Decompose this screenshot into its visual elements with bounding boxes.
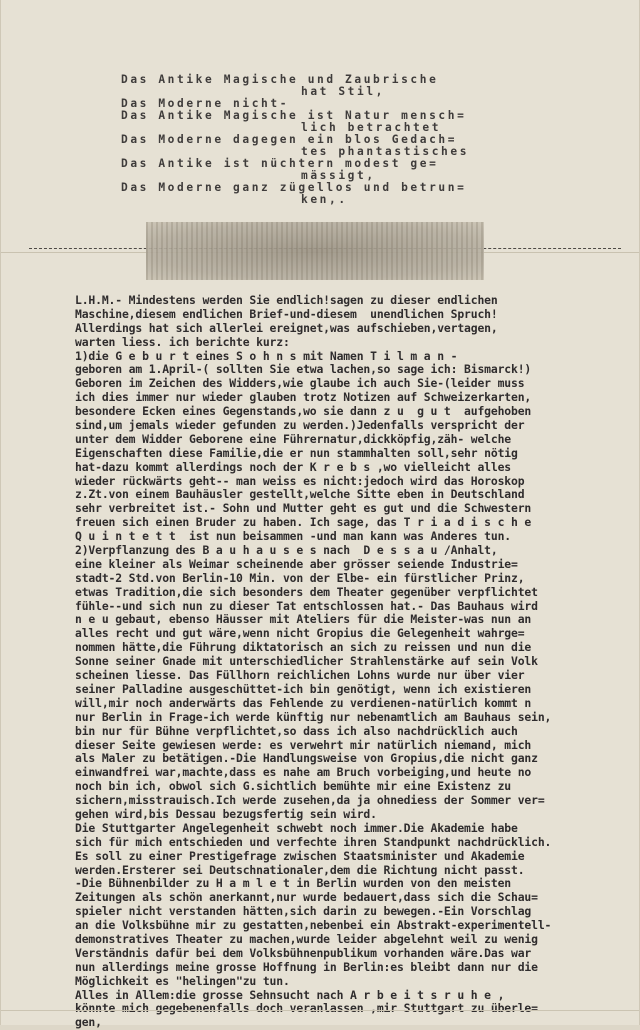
letter-line: sichern,misstrauisch.Ich werde zusehen,da ja ohnediess der Sommer ver= <box>75 793 545 808</box>
letter-line: 2)Verpflanzung des B a u h a u s e s nach D e s s a u /Anhalt, <box>75 543 498 558</box>
letter-line: hat-dazu kommt allerdings noch der K r e b s ,wo vielleicht alles <box>75 459 512 474</box>
verse-line: mässigt, <box>301 169 376 182</box>
letter-line: sich für mich entschieden und verfechte ihren Standpunkt nachdrücklich. <box>75 834 552 849</box>
letter-line: Es soll zu einer Prestigefrage zwischen Staatsminister und Akademie <box>75 848 525 863</box>
letter-line: einwandfrei war,machte,dass es nahe am Bruch vorbeiging,und heute no <box>75 765 532 780</box>
letter-line: gehen wird,bis Dessau bezugsfertig sein wird. <box>75 806 377 821</box>
letter-line: bin nur für Bühne verpflichtet,so dass ich also nachdrücklich auch <box>75 723 518 738</box>
verse-line: Das Moderne ganz zügellos und betrun= <box>121 181 467 194</box>
letter-line: geboren am 1.April-( sollten Sie etwa lachen,so sage ich: Bismarck!) <box>75 362 532 377</box>
letter-line: n e u gebaut, ebenso Häusser mit Ateliers für die Meister-was nun an <box>75 612 532 627</box>
verse-line: Das Moderne nicht- <box>121 97 290 110</box>
letter-line: Alles in Allem:die grosse Sehnsucht nach A r b e i t s r u h e , <box>75 987 505 1002</box>
letter-line: stadt-2 Std.von Berlin-10 Min. von der Elbe- ein fürstlicher Prinz, <box>75 570 525 585</box>
letter-line: gen, <box>75 1015 102 1030</box>
letter-line: als Maler zu betätigen.-Die Handlungsweise von Gropius,die nicht ganz <box>75 751 538 766</box>
verse-line: hat Stil, <box>301 85 386 98</box>
letter-line: L.H.M.- Mindestens werden Sie endlich!sagen zu dieser endlichen <box>75 293 498 307</box>
letter-line: -Die Bühnenbilder zu H a m l e t in Berlin wurden von den meisten <box>75 876 512 891</box>
letter-line: demonstratives Theater zu machen,wurde leider abgelehnt weil zu wenig <box>75 931 538 946</box>
verse-line: Das Antike Magische und Zaubrische <box>121 73 439 86</box>
letter-line: werden.Ersterer sei Deutschnationaler,dem die Richtung nicht passt. <box>75 862 525 877</box>
verse-line: Das Antike ist nüchtern modest ge= <box>121 157 439 170</box>
letter-line: alles recht und gut wäre,wenn nicht Gropius die Gelegenheit wahrge= <box>75 626 525 641</box>
letter-line: sehr verbreitet ist.- Sohn und Mutter geht es gut und die Schwestern <box>75 501 532 516</box>
letter-line: z.Zt.von einem Bauhäusler gestellt,welche Sitte eben in Deutschland <box>75 487 525 502</box>
letter-line: nun allerdings meine grosse Hoffnung in Berlin:es bleibt dann nur die <box>75 959 538 974</box>
letter-line: sind,um jemals wieder gefunden zu werden.)Jedenfalls verspricht der <box>75 418 525 433</box>
verse-line: Das Moderne dagegen ein blos Gedach= <box>121 133 458 146</box>
letter-line: dieser Seite gewiesen werde: es verwehrt mir natürlich niemand, mich <box>75 737 532 752</box>
letter-line: seiner Palladine ausgeschüttet-ich bin genötigt, wenn ich existieren <box>75 681 532 696</box>
letter-line: Eigenschaften diese Familie,die er nun stammhalten soll,sehr nötig <box>75 445 518 460</box>
letter-line: 1)die G e b u r t eines S o h n s mit Namen T i l m a n - <box>75 348 458 363</box>
letter-line: freuen sich einen Bruder zu haben. Ich sage, das T r i a d i s c h e <box>75 515 532 530</box>
letter-line: nommen hätte,die Führung diktatorisch an sich zu reissen und nun die <box>75 640 532 655</box>
letter-line: fühle--und sich nun zu dieser Tat entschlossen hat.- Das Bauhaus wird <box>75 598 538 613</box>
letter-line: Möglichkeit es "helingen"zu tun. <box>75 973 290 988</box>
letter-line: etwas Tradition,die sich besonders dem Theater gegenüber verpflichtet <box>75 584 538 599</box>
letter-line: Q u i n t e t t ist nun beisammen -und man kann was Anderes tun. <box>75 529 512 544</box>
letter-line: Zeitungen als schön anerkannt,nur wurde bedauert,dass sich die Schau= <box>75 890 538 905</box>
letter-line: Maschine,diesem endlichen Brief-und-diesem unendlichen Spruch! <box>75 306 498 321</box>
letter-body <box>75 294 627 1030</box>
letter-line: scheinen liesse. Das Füllhorn reichlichen Lohns wurde nur über vier <box>75 668 525 683</box>
letter-line: an die Volksbühne mir zu gestatten,nebenbei ein Abstrakt-experimentell- <box>75 918 552 933</box>
typed-verse-block <box>121 74 626 206</box>
letter-line: ich dies immer nur wieder glauben trotz Notizen auf Schweizerkarten, <box>75 390 532 405</box>
bottom-fold-line <box>1 1010 639 1011</box>
letter-line: warten liess. ich berichte kurz: <box>75 334 290 349</box>
letter-line: spieler nicht verstanden hätten,sich darin zu bewegen.-Ein Vorschlag <box>75 904 532 919</box>
letter-line: wieder rückwärts geht-- man weiss es nicht:jedoch wird das Horoskop <box>75 473 525 488</box>
verse-line: tes phantastisches <box>301 145 470 158</box>
letter-line: eine kleiner als Weimar scheinende aber grösser seiende Industrie= <box>75 556 518 571</box>
letter-line: noch bin ich, obwol sich G.sichtlich bemühte mir eine Existenz zu <box>75 779 512 794</box>
letter-line: will,mir noch anderwärts das Fehlende zu verdienen-natürlich kommt n <box>75 695 532 710</box>
letter-line: nur Berlin in Frage-ich werde künftig nur nebenamtlich am Bauhaus sein, <box>75 709 552 724</box>
letter-line: könnte mich gegebenenfalls doch veranlassen ,mir Stuttgart zu überle= <box>75 1001 538 1016</box>
letter-line: unter dem Widder Geborene eine Führernatur,dickköpfig,zäh- welche <box>75 431 512 446</box>
adhesive-tape-strip <box>146 222 484 280</box>
verse-line: lich betrachtet <box>301 121 442 134</box>
letter-line: Die Stuttgarter Angelegenheit schwebt noch immer.Die Akademie habe <box>75 820 518 835</box>
letter-line: Sonne seiner Gnade mit unterschiedlicher Strahlenstärke auf sein Volk <box>75 654 538 669</box>
verse-line: ken,. <box>301 193 348 206</box>
letter-line: besondere Ecken eines Gegenstands,wo sie dann z u g u t aufgehoben <box>75 404 532 419</box>
letter-line: Verständnis dafür bei dem Volksbühnenpublikum vorhanden wäre.Das war <box>75 945 532 960</box>
letter-line: Geboren im Zeichen des Widders,wie glaube ich auch Sie-(leider muss <box>75 376 525 391</box>
letter-line: Allerdings hat sich allerlei ereignet,was aufschieben,vertagen, <box>75 320 498 335</box>
verse-line: Das Antike Magische ist Natur mensch= <box>121 109 467 122</box>
